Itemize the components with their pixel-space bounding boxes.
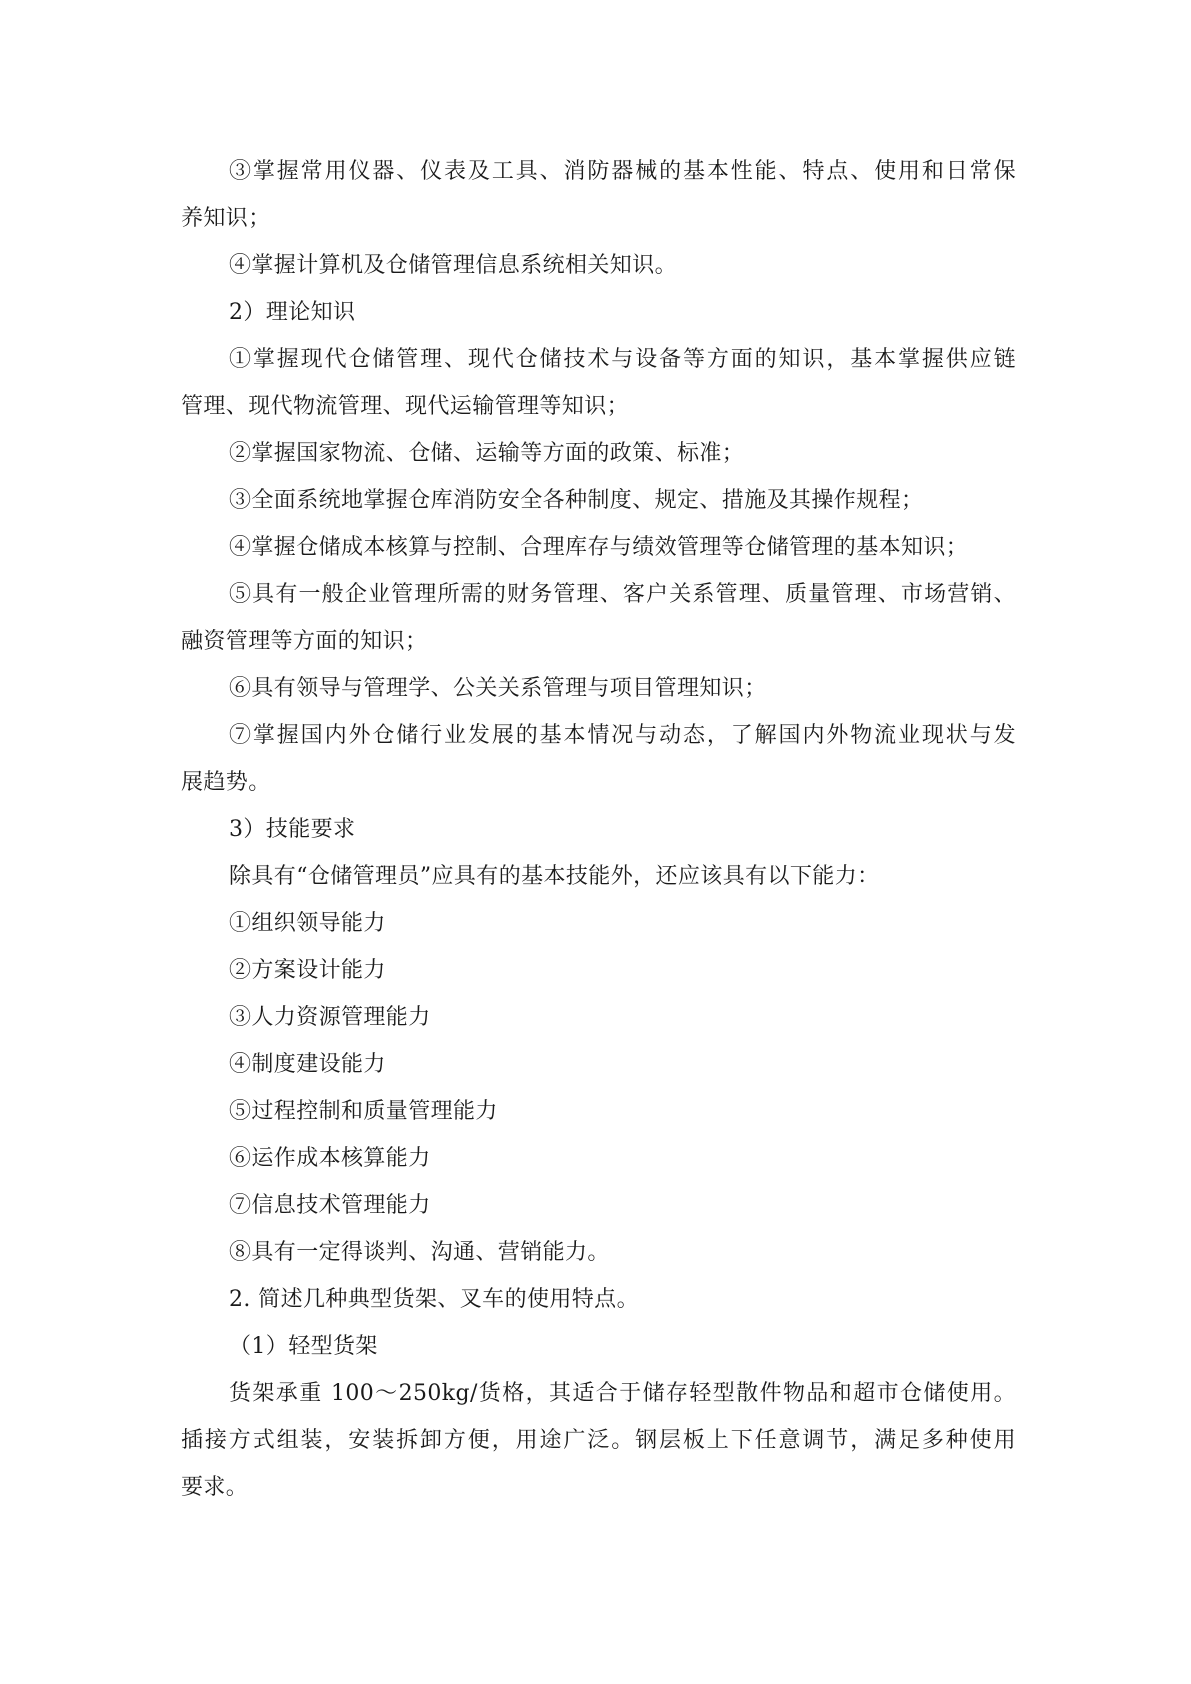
text-line: ④掌握仓储成本核算与控制、合理库存与绩效管理等仓储管理的基本知识； [229,535,969,560]
text-line: ①组织领导能力 [229,911,386,936]
section-heading-skills [181,806,1016,853]
skill-item [181,947,1016,994]
section-heading-theory [181,289,1016,336]
section-heading: 2）理论知识 [229,300,356,325]
skill-item [181,1229,1016,1276]
text-line: ③掌握常用仪器、仪表及工具、消防器械的基本性能、特点、使用和日常保 [229,159,1016,184]
text-line: 展趋势。 [181,770,271,795]
paragraph-theory-3 [181,477,1016,524]
text-line: 管理、现代物流管理、现代运输管理等知识； [181,394,630,419]
paragraph-theory-5 [181,571,1016,665]
text-line: ⑧具有一定得谈判、沟通、营销能力。 [229,1240,610,1265]
skill-item [181,1182,1016,1229]
text-line: 插接方式组装，安装拆卸方便，用途广泛。钢层板上下任意调节，满足多种使用 [181,1428,1016,1453]
text-line: ⑤具有一般企业管理所需的财务管理、客户关系管理、质量管理、市场营销、 [229,582,1016,607]
text-line: ⑤过程控制和质量管理能力 [229,1099,498,1124]
paragraph-theory-7 [181,712,1016,806]
subsection-heading-light-shelf [181,1323,1016,1370]
question-heading [181,1276,1016,1323]
question-title: 2. 简述几种典型货架、叉车的使用特点。 [229,1287,639,1312]
text-line: 除具有“仓储管理员”应具有的基本技能外，还应该具有以下能力： [229,864,880,889]
text-line: 融资管理等方面的知识； [181,629,428,654]
paragraph-theory-6 [181,665,1016,712]
text-line: 货架承重 100～250kg/货格，其适合于储存轻型散件物品和超市仓储使用。 [229,1381,1016,1406]
text-line: ③全面系统地掌握仓库消防安全各种制度、规定、措施及其操作规程； [229,488,924,513]
section-heading: 3）技能要求 [229,817,356,842]
text-line: ⑥具有领导与管理学、公关关系管理与项目管理知识； [229,676,767,701]
paragraph-theory-2 [181,430,1016,477]
text-line: ⑥运作成本核算能力 [229,1146,431,1171]
skill-item [181,1041,1016,1088]
text-line: ⑦掌握国内外仓储行业发展的基本情况与动态，了解国内外物流业现状与发 [229,723,1016,748]
paragraph-maintenance-knowledge [181,148,1016,242]
paragraph-light-shelf [181,1370,1016,1511]
text-line: 养知识； [181,206,271,231]
text-line: ①掌握现代仓储管理、现代仓储技术与设备等方面的知识，基本掌握供应链 [229,347,1016,372]
text-line: ⑦信息技术管理能力 [229,1193,431,1218]
skill-item [181,1088,1016,1135]
paragraph-computer-knowledge [181,242,1016,289]
text-line: ②方案设计能力 [229,958,386,983]
skill-item [181,1135,1016,1182]
text-line: ④掌握计算机及仓储管理信息系统相关知识。 [229,253,678,278]
text-line: ④制度建设能力 [229,1052,386,1077]
paragraph-skills-intro [181,853,1016,900]
paragraph-theory-1 [181,336,1016,430]
text-line: ③人力资源管理能力 [229,1005,431,1030]
text-line: 要求。 [181,1475,249,1500]
skill-item [181,900,1016,947]
text-line: ②掌握国家物流、仓储、运输等方面的政策、标准； [229,441,745,466]
paragraph-theory-4 [181,524,1016,571]
skill-item [181,994,1016,1041]
document-body [181,148,1016,1511]
subsection-heading: （1）轻型货架 [229,1334,378,1359]
